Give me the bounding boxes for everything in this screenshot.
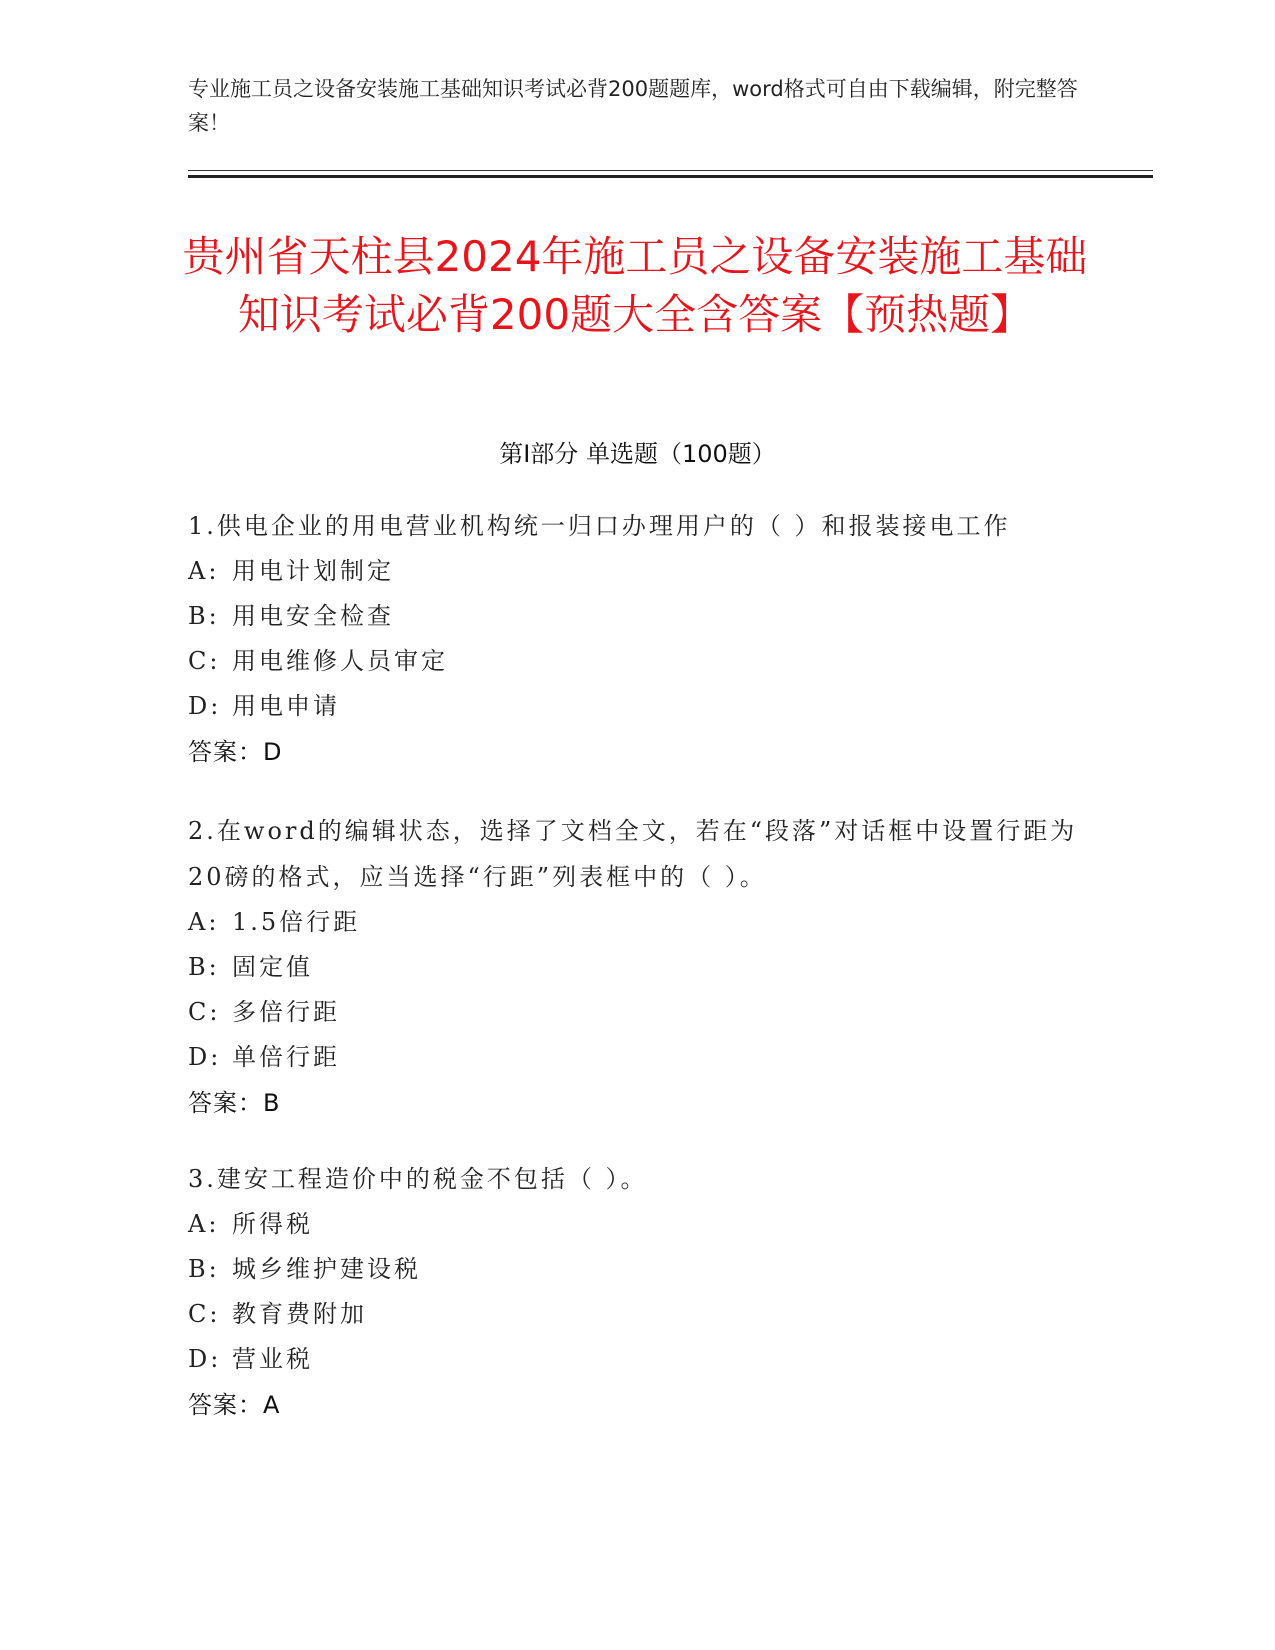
option-key: D:: [188, 692, 222, 720]
option-key: A:: [188, 1210, 220, 1238]
option-text: 城乡维护建设税: [232, 1255, 421, 1283]
option-d: [188, 1337, 1088, 1382]
option-d: [188, 684, 1088, 729]
option-key: C:: [188, 647, 221, 675]
question-stem: 3.建安工程造价中的税金不包括（ ）。: [188, 1165, 648, 1193]
option-text: 教育费附加: [232, 1300, 367, 1328]
option-key: B:: [188, 602, 220, 630]
question-1: [188, 503, 1088, 775]
option-text: 用电申请: [232, 692, 340, 720]
option-a: [188, 1202, 1088, 1247]
question-stem: 1.供电企业的用电营业机构统一归口办理用户的（ ）和报装接电工作: [188, 512, 1011, 540]
option-c: [188, 990, 1088, 1035]
answer: 答案：D: [188, 738, 283, 766]
option-a: [188, 549, 1088, 594]
option-b: [188, 594, 1088, 639]
option-key: D:: [188, 1043, 222, 1071]
option-text: 1.5倍行距: [232, 908, 361, 936]
header-note: 专业施工员之设备安装施工基础知识考试必背200题题库，word格式可自由下载编辑，附完整答案！: [188, 77, 1078, 135]
option-text: 用电安全检查: [232, 602, 394, 630]
document-title: 贵州省天柱县2024年施工员之设备安装施工基础知识考试必背200题大全含答案【预热题】: [182, 232, 1088, 339]
option-key: C:: [188, 1300, 221, 1328]
option-text: 固定值: [232, 953, 313, 981]
header-divider-thick: [188, 175, 1153, 178]
section-title: 第I部分 单选题（100题）: [499, 440, 776, 468]
option-text: 所得税: [232, 1210, 313, 1238]
option-key: B:: [188, 953, 220, 981]
option-key: D:: [188, 1345, 222, 1373]
option-b: [188, 1247, 1088, 1292]
option-text: 多倍行距: [232, 998, 340, 1026]
option-text: 用电计划制定: [232, 557, 394, 585]
option-key: B:: [188, 1255, 220, 1283]
header-divider-thin: [188, 170, 1153, 171]
answer: 答案：B: [188, 1089, 281, 1117]
option-key: A:: [188, 908, 220, 936]
option-b: [188, 945, 1088, 990]
option-c: [188, 1292, 1088, 1337]
question-stem: 2.在word的编辑状态，选择了文档全文，若在“段落”对话框中设置行距为20磅的格式，应当选择“行距”列表框中的（ ）。: [188, 817, 1078, 891]
option-d: [188, 1035, 1088, 1080]
option-a: [188, 900, 1088, 945]
option-text: 单倍行距: [232, 1043, 340, 1071]
question-3: [188, 1156, 1088, 1428]
question-2: [188, 808, 1088, 1126]
answer: 答案：A: [188, 1391, 281, 1419]
option-text: 营业税: [232, 1345, 313, 1373]
option-key: C:: [188, 998, 221, 1026]
option-text: 用电维修人员审定: [232, 647, 448, 675]
option-c: [188, 639, 1088, 684]
option-key: A:: [188, 557, 220, 585]
